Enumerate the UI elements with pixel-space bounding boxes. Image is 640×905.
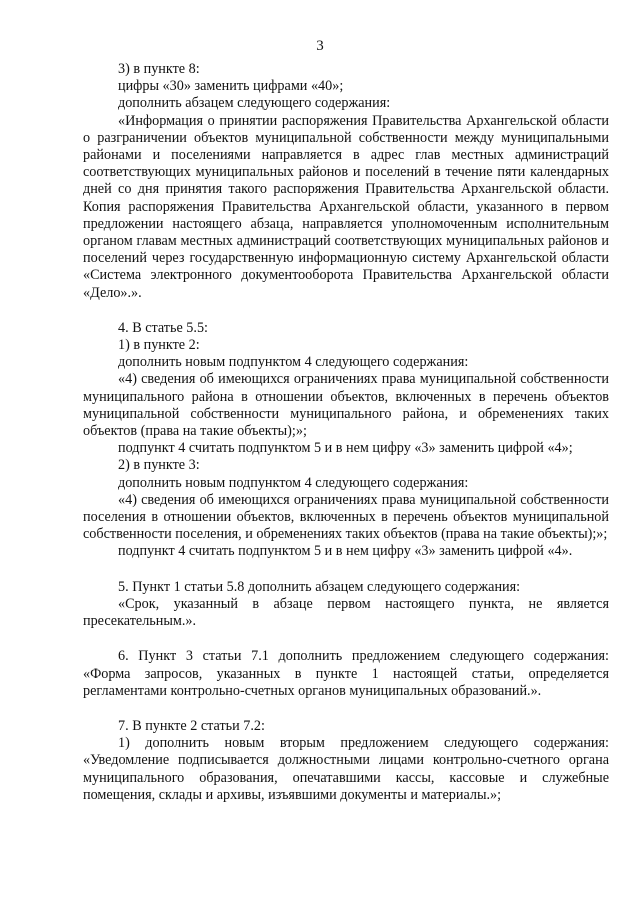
paragraph-9: подпункт 4 считать подпунктом 5 и в нем цифру «3» заменить цифрой «4»;: [118, 440, 573, 457]
paragraph-12: «4) сведения об имеющихся ограничениях права муниципальной собственности поселения в отношении объектов, включенных в перечень объектов муниципальной собственности поселения, и обременениях таких объектов (права на такие объекты);»;: [83, 491, 609, 543]
paragraph-2: цифры «30» заменить цифрами «40»;: [118, 78, 344, 95]
paragraph-1: 3) в пункте 8:: [118, 61, 200, 77]
paragraph-4: «Информация о принятии распоряжения Правительства Архангельской области о разграничении объектов муниципальной собственности между муниципальными районами и поселениями направляется в адрес глав местных администраций соответствующих муниципальных районов и поселений в течение пяти календарных дней со дня принятия такого распоряжения Правительства Архангельской области. Копия распоряжения Правительства Архангельской области, указанного в первом предложении настоящего абзаца, направляется уполномоченным исполнительным органом главам местных администраций соответствующих муниципальных районов и поселений через государственную информационную систему Архангельской области «Система электронного документооборота Правительства Архангельской области «Дело».».: [83, 112, 609, 301]
paragraph-13: подпункт 4 считать подпунктом 5 и в нем цифру «3» заменить цифрой «4».: [118, 543, 573, 560]
paragraph-6: 1) в пункте 2:: [118, 337, 200, 354]
paragraph-18: 1) дополнить новым вторым предложением следующего содержания: «Уведомление подписывается должностными лицами контрольно-счетного органа муниципального образования, опечатавшими кассы, кассовые и служебные помещения, склады и архивы, изъявшими документы и материалы.»;: [83, 735, 609, 803]
paragraph-14: 5. Пункт 1 статьи 5.8 дополнить абзацем следующего содержания:: [118, 578, 521, 595]
paragraph-17: 7. В пункте 2 статьи 7.2:: [118, 717, 265, 734]
paragraph-10: 2) в пункте 3:: [118, 457, 200, 474]
page-number: 3: [316, 38, 324, 54]
paragraph-3: дополнить абзацем следующего содержания:: [118, 95, 391, 112]
paragraph-7: дополнить новым подпунктом 4 следующего содержания:: [118, 354, 469, 371]
paragraph-15: «Срок, указанный в абзаце первом настоящего пункта, не является пресекательным.».: [83, 595, 609, 630]
document-body: [83, 61, 609, 804]
paragraph-11: дополнить новым подпунктом 4 следующего содержания:: [118, 474, 469, 491]
paragraph-8: «4) сведения об имеющихся ограничениях права муниципальной собственности муниципального района в отношении объектов, включенных в перечень объектов муниципальной собственности муниципального района, и обременениях таких объектов (права на такие объекты);»;: [83, 371, 609, 440]
paragraph-5: 4. В статье 5.5:: [118, 319, 208, 336]
paragraph-16: 6. Пункт 3 статьи 7.1 дополнить предложением следующего содержания: «Форма запросов, указанных в пункте 1 настоящей статьи, определяется регламентами контрольно-счетных органов муниципальных образований.».: [83, 648, 609, 699]
